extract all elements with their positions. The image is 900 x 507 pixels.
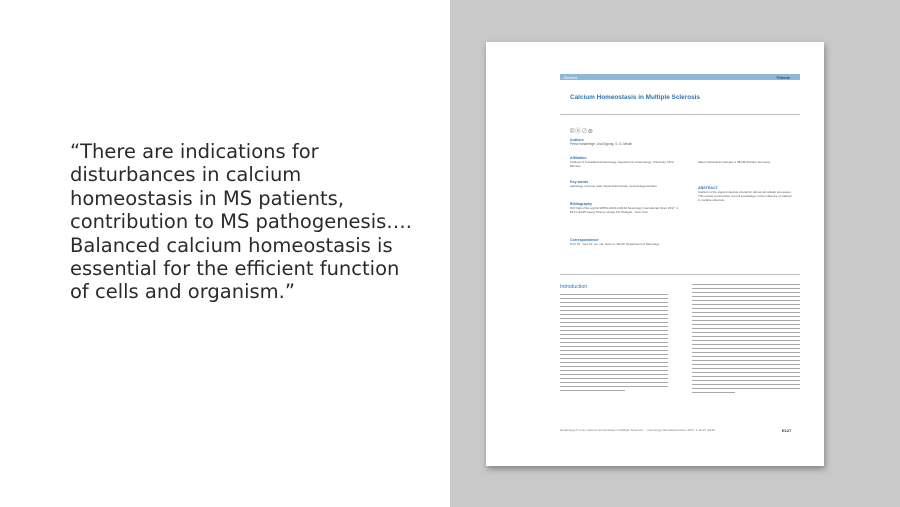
abstract-block: [698, 186, 794, 203]
footer-citation: Hundehege P et al. Calcium Homeostasis in Multiple Sclerosis … Neurology International Open 2017; 1: E127–E135: [560, 428, 715, 432]
affiliation-block: [570, 156, 680, 168]
authors-text: Petra Hundehege, Lisa Epping, S. G. Meuth: [570, 142, 633, 146]
quote-line: homeostasis in MS patients,: [70, 186, 345, 210]
quote-line: “There are indications for: [70, 140, 319, 163]
title-divider: [560, 114, 800, 115]
correspondence-block: [570, 238, 680, 246]
bibliography-text: DOI https://doi.org/10.1055/s-0043-104134 Neurology International Open 2017; 1: E127–E135 Georg Thieme Verlag KG Stuttgart · New York: [570, 206, 679, 215]
image-panel: [450, 0, 900, 507]
header-bar: [560, 74, 800, 80]
correspondence-text: Prof. Dr. med. Dr. rer. nat. Sven G. Meuth Department of Neurology: [570, 242, 660, 246]
correspondence-label: Correspondence: [570, 238, 599, 242]
quote-line: Balanced calcium homeostasis is: [70, 233, 393, 257]
body-column-right: [692, 284, 800, 396]
quote-text: [70, 140, 430, 304]
bibliography-block: [570, 202, 680, 214]
authors-label: Authors: [570, 138, 584, 142]
intro-divider: [560, 274, 800, 275]
address-text: Albert-Schweitzer-Campus 1 48149 Münster Germany: [698, 160, 771, 164]
keywords-text: pathology, immune cells, blood-brain barrier, axonal degeneration: [570, 184, 657, 188]
keywords-block: [570, 180, 680, 188]
publisher-logo: Thieme: [776, 75, 791, 80]
intro-heading: Introduction: [560, 284, 588, 290]
paper-thumbnail: [486, 42, 824, 466]
abstract-label: ABSTRACT: [698, 186, 718, 190]
affiliation-label: Affiliation: [570, 156, 587, 160]
quote-line: of cells and organism.”: [70, 280, 295, 304]
quote-line: contribution to MS pathogenesis….: [70, 210, 412, 234]
bibliography-label: Bibliography: [570, 202, 592, 206]
quote-line: essential for the efficient function: [70, 256, 400, 280]
paper-title: Calcium Homeostasis in Multiple Sclerosis: [570, 94, 700, 101]
abstract-text: Calcium is the signal molecule crucial for almost all cellular processes. This review summarizes current knowledge on the influence of calcium in multiple sclerosis.: [698, 190, 792, 203]
page-number: E127: [782, 428, 792, 433]
keywords-label: Key words: [570, 180, 589, 184]
affiliation-text: Institute of Translational Neurology, Department of Neurology, University Clinic Münster: [570, 160, 674, 169]
license-icons: ©Ⓑ⊘⊜: [570, 129, 594, 135]
section-tag: Review: [564, 75, 578, 80]
body-column-left: [560, 294, 668, 394]
authors-block: [570, 138, 680, 146]
quote-line: disturbances in calcium: [70, 163, 302, 187]
